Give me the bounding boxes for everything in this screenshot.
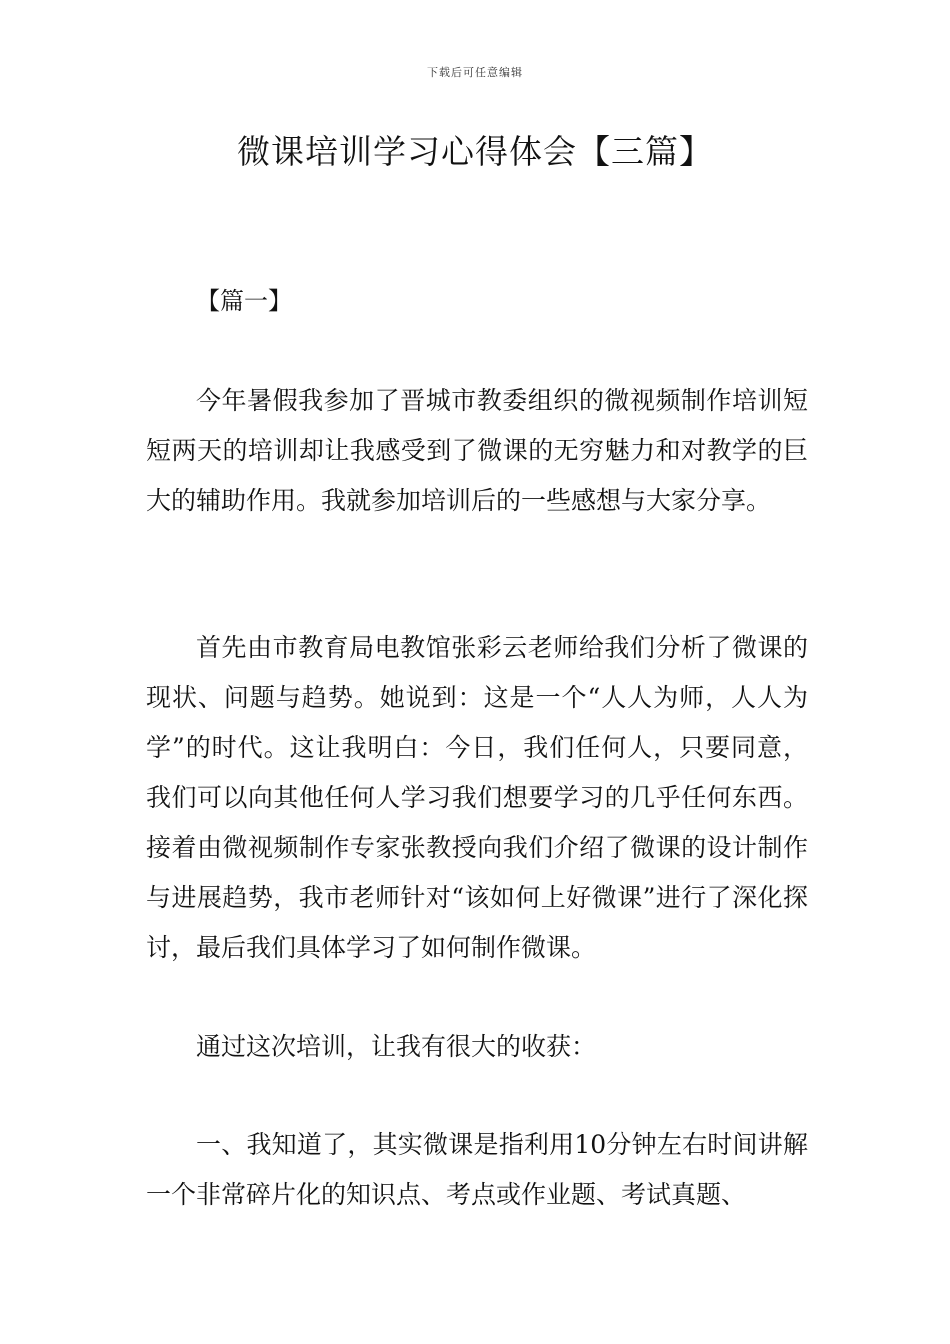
paragraph-intro: 今年暑假我参加了晋城市教委组织的微视频制作培训短短两天的培训却让我感受到了微课的无穷魅力和对教学的巨大的辅助作用。我就参加培训后的一些感想与大家分享。 bbox=[146, 386, 808, 515]
paragraph-point-one: 一、我知道了，其实微课是指利用10分钟左右时间讲解一个非常碎片化的知识点、考点或作业题、考试真题、 bbox=[146, 1130, 808, 1209]
paragraph-training-content: 首先由市教育局电教馆张彩云老师给我们分析了微课的现状、问题与趋势。她说到：这是一个“人人为师，人人为学”的时代。这让我明白：今日，我们任何人，只要同意，我们可以向其他任何人学习我们想要学习的几乎任何东西。接着由微视频制作专家张教授向我们介绍了微课的设计制作与进展趋势，我市老师针对“该如何上好微课”进行了深化探讨，最后我们具体学习了如何制作微课。 bbox=[146, 633, 808, 962]
page-header-note: 下载后可任意编辑 bbox=[427, 66, 523, 79]
paragraph-harvest-lead: 通过这次培训，让我有很大的收获： bbox=[196, 1032, 597, 1061]
section-heading: 【篇一】 bbox=[196, 287, 292, 315]
document-title: 微课培训学习心得体会【三篇】 bbox=[237, 132, 713, 171]
